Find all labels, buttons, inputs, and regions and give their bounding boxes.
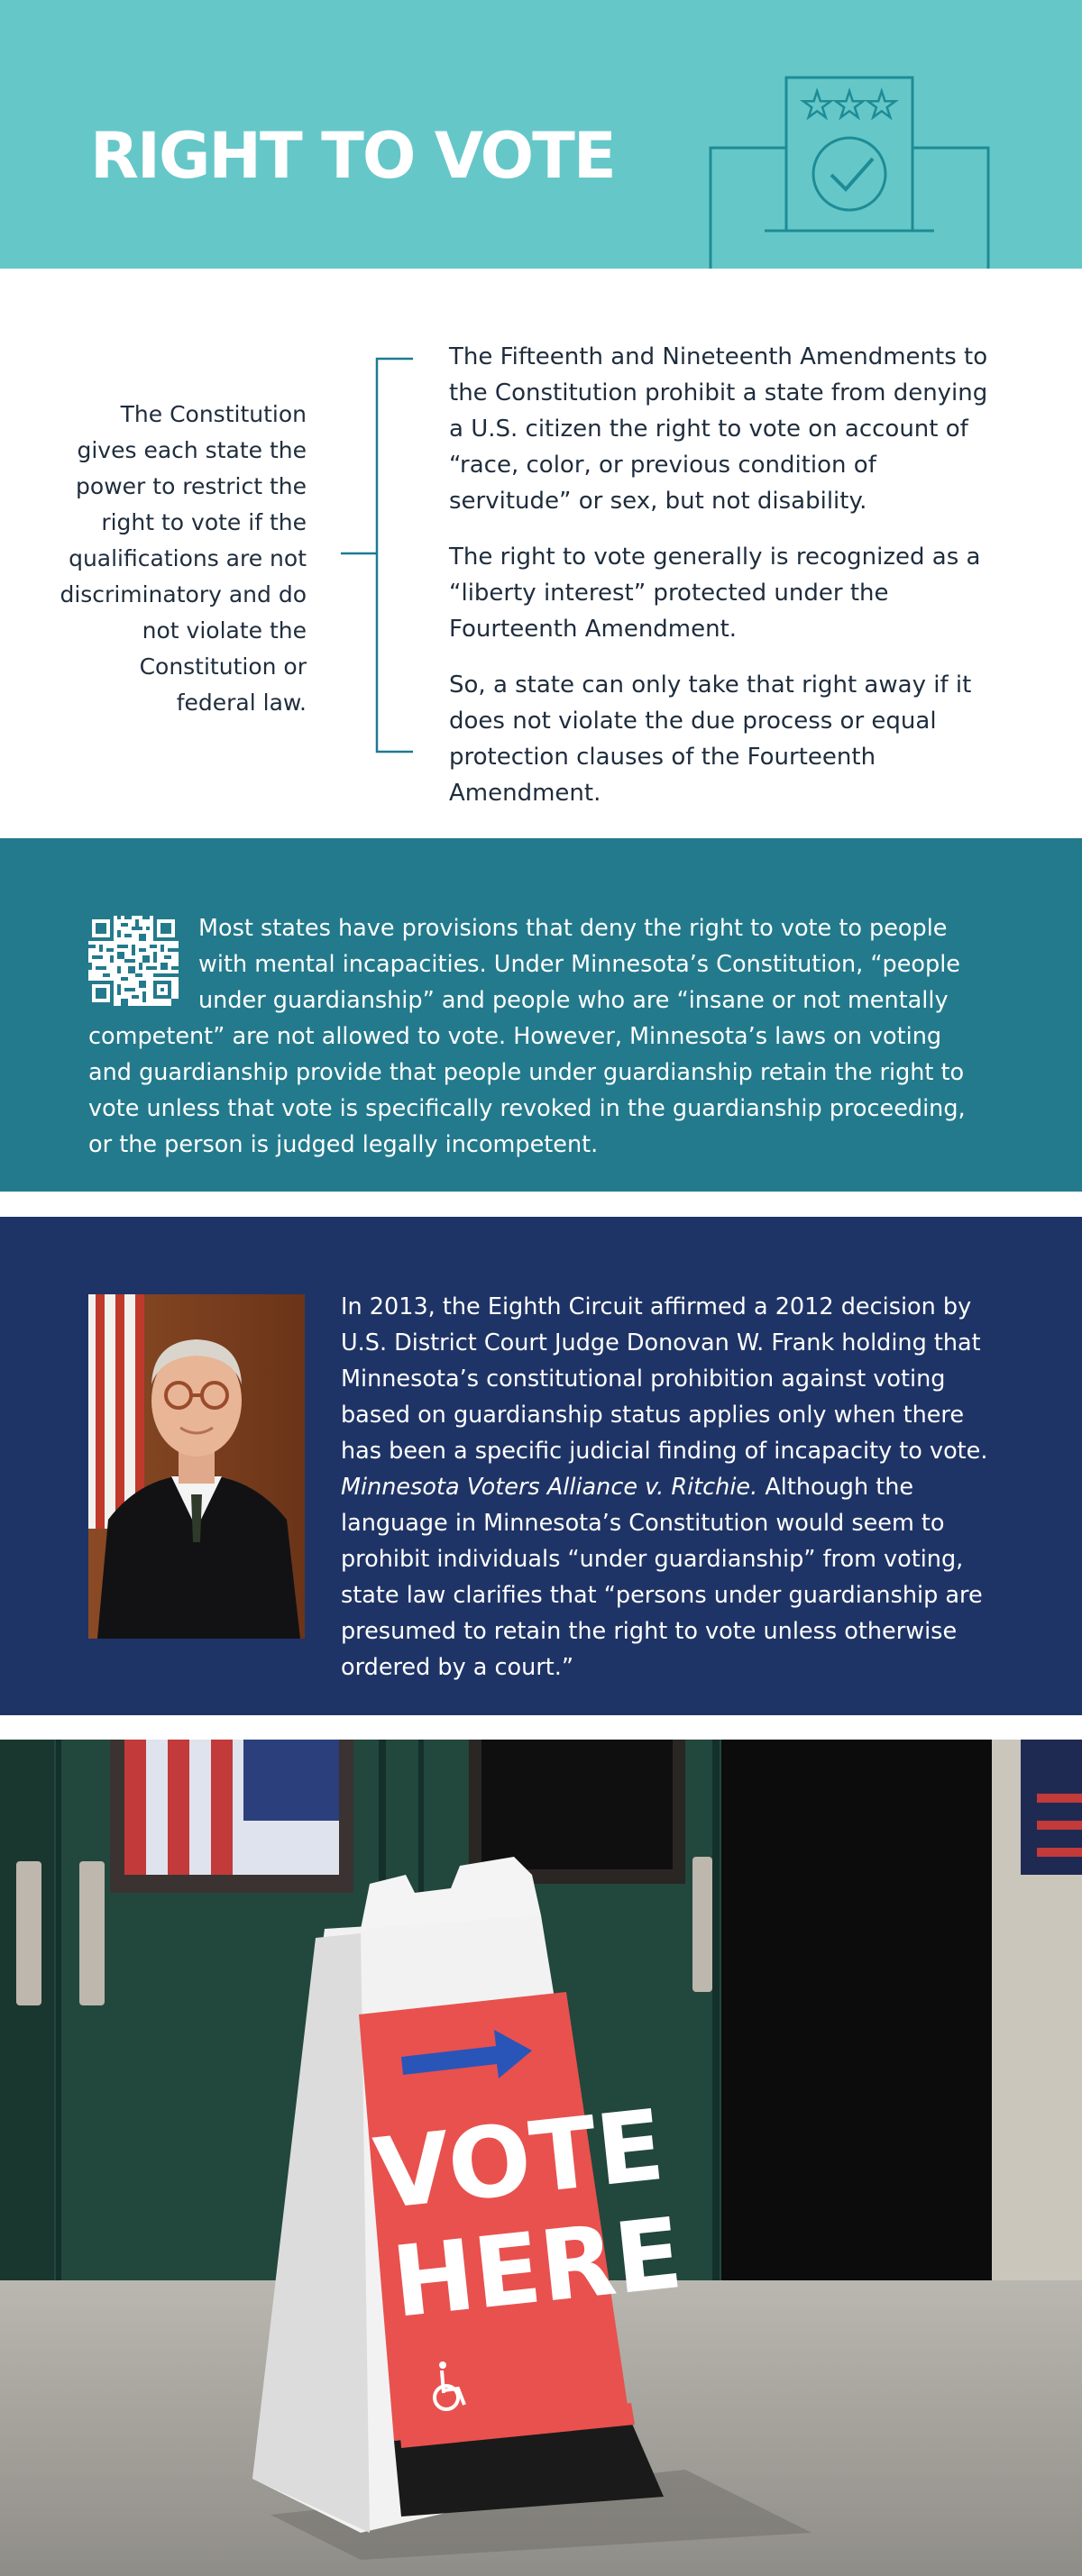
page-title: RIGHT TO VOTE	[90, 119, 615, 193]
state-provisions-section	[0, 838, 1082, 1192]
court-decision-text	[341, 1289, 1008, 1685]
header-banner	[0, 0, 1082, 269]
amendments-paragraph-1: The Fifteenth and Nineteenth Amendments to the Constitution prohibit a state from denying a U.S. citizen the right to vote on account of “race, color, or previous condition of servitude” or sex, but not disability.	[449, 343, 988, 515]
ballot-stars: ★★★	[801, 85, 898, 126]
amendments-paragraph-3: So, a state can only take that right away if it does not violate the due process or equal protection clauses of the Fourteenth Amendment.	[449, 671, 972, 807]
sign-vote-text: VOTE	[369, 2088, 669, 2232]
court-text-part-1: In 2013, the Eighth Circuit affirmed a 2012 decision by U.S. District Court Judge Donovan W. Frank holding that Minnesota’s constitutional prohibition against voting based on guardianship status applies only when there has been a specific judicial finding of incapacity to vote.	[341, 1293, 988, 1465]
state-provisions-paragraph: Most states have provisions that deny the right to vote to people with mental incapacities. Under Minnesota’s Constitution, “people under guardianship” and people who are “insane or not mentally competent” are not allowed to vote. However, Minnesota’s laws on voting and guardianship provide that people under guardianship retain the right to vote unless that vote is specifically revoked in the guardianship proceeding, or the person is judged legally incompetent.	[88, 915, 966, 1158]
vote-here-photo	[0, 1740, 1082, 2576]
court-text-part-2: Although the language in Minnesota’s Constitution would seem to prohibit individuals “under guardianship” from voting, state law clarifies that “persons under guardianship are presumed to retain the right to vote unless otherwise ordered by a court.”	[341, 1474, 983, 1681]
intro-section	[0, 269, 1082, 838]
case-name: Minnesota Voters Alliance v. Ritchie.	[341, 1474, 758, 1501]
sign-here-text: HERE	[387, 2197, 688, 2340]
ballot-box-check-icon	[703, 72, 992, 269]
amendments-text	[449, 339, 990, 831]
vote-here-sign-illustration	[0, 1740, 1082, 2576]
state-provisions-text	[88, 910, 990, 1163]
bracket-divider	[341, 357, 413, 754]
amendments-paragraph-2: The right to vote generally is recognized as a “liberty interest” protected under the Fourteenth Amendment.	[449, 544, 981, 643]
qr-spacer	[88, 910, 198, 1000]
intro-summary: The Constitution gives each state the power to restrict the right to vote if the qualifications are not discriminatory and do not violate the Constitution or federal law.	[60, 401, 307, 716]
court-decision-section	[0, 1217, 1082, 1715]
judge-portrait	[88, 1294, 305, 1639]
